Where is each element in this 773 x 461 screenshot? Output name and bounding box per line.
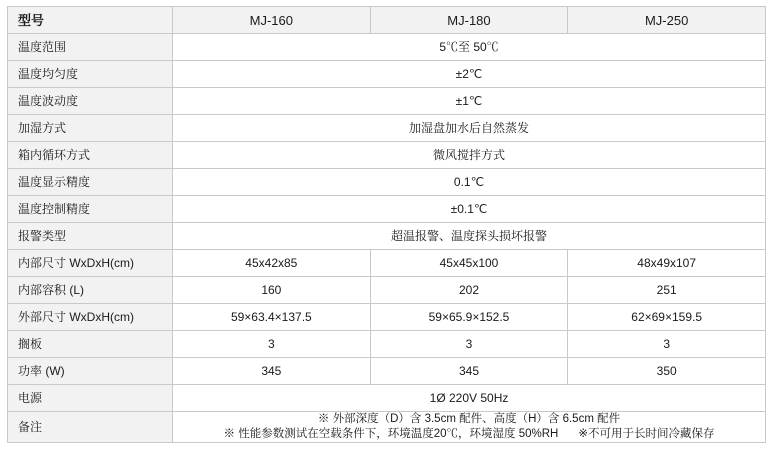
row-label: 功率 (W) <box>8 358 173 385</box>
table-row <box>8 223 766 250</box>
row-value: 251 <box>568 277 766 304</box>
row-value: 59×65.9×152.5 <box>370 304 568 331</box>
row-value-merged: ±0.1℃ <box>173 196 766 223</box>
table-row <box>8 88 766 115</box>
remark-line-2b: ※不可用于长时间冷藏保存 <box>578 428 715 440</box>
table-row <box>8 358 766 385</box>
row-value: 62×69×159.5 <box>568 304 766 331</box>
row-value-merged: 超温报警、温度探头损坏报警 <box>173 223 766 250</box>
row-label: 内部尺寸 WxDxH(cm) <box>8 250 173 277</box>
row-label: 温度控制精度 <box>8 196 173 223</box>
row-value: 59×63.4×137.5 <box>173 304 371 331</box>
table-row <box>8 61 766 88</box>
table-row <box>8 169 766 196</box>
table-row <box>8 250 766 277</box>
row-value: 345 <box>173 358 371 385</box>
spec-sheet <box>0 6 773 461</box>
row-value-merged: ±2℃ <box>173 61 766 88</box>
table-header-row <box>8 7 766 34</box>
table-row <box>8 196 766 223</box>
row-value: 160 <box>173 277 371 304</box>
row-label: 温度均匀度 <box>8 61 173 88</box>
header-model-1: MJ-160 <box>173 7 371 34</box>
remark-line-2 <box>183 427 755 442</box>
header-label-model: 型号 <box>8 7 173 34</box>
row-value-merged: 0.1℃ <box>173 169 766 196</box>
remark-content <box>173 412 766 443</box>
row-label: 加湿方式 <box>8 115 173 142</box>
header-model-2: MJ-180 <box>370 7 568 34</box>
table-row <box>8 385 766 412</box>
remark-line-2a: ※ 性能参数测试在空载条件下，环境温度20℃，环境湿度 50%RH <box>223 428 559 440</box>
row-value: 3 <box>173 331 371 358</box>
row-value-merged: 1Ø 220V 50Hz <box>173 385 766 412</box>
row-label: 报警类型 <box>8 223 173 250</box>
table-row <box>8 34 766 61</box>
row-label: 温度范围 <box>8 34 173 61</box>
row-label: 温度显示精度 <box>8 169 173 196</box>
row-value: 45x45x100 <box>370 250 568 277</box>
header-model-3: MJ-250 <box>568 7 766 34</box>
row-value: 345 <box>370 358 568 385</box>
table-row <box>8 331 766 358</box>
row-value: 202 <box>370 277 568 304</box>
row-label: 箱内循环方式 <box>8 142 173 169</box>
row-value-merged: 加湿盘加水后自然蒸发 <box>173 115 766 142</box>
row-value-merged: ±1℃ <box>173 88 766 115</box>
table-row <box>8 115 766 142</box>
table-row <box>8 277 766 304</box>
table-row <box>8 304 766 331</box>
row-value-merged: 微风搅拌方式 <box>173 142 766 169</box>
row-value: 350 <box>568 358 766 385</box>
row-label: 搁板 <box>8 331 173 358</box>
row-label: 温度波动度 <box>8 88 173 115</box>
specification-table <box>7 6 766 443</box>
table-row-remark <box>8 412 766 443</box>
row-label: 电源 <box>8 385 173 412</box>
row-value: 48x49x107 <box>568 250 766 277</box>
row-label: 外部尺寸 WxDxH(cm) <box>8 304 173 331</box>
remark-line-1: ※ 外部深度（D）含 3.5cm 配件、高度（H）含 6.5cm 配件 <box>317 413 621 425</box>
row-label-remark: 备注 <box>8 412 173 443</box>
row-value: 3 <box>568 331 766 358</box>
row-value: 45x42x85 <box>173 250 371 277</box>
row-label: 内部容积 (L) <box>8 277 173 304</box>
table-row <box>8 142 766 169</box>
row-value: 3 <box>370 331 568 358</box>
row-value-merged: 5℃至 50℃ <box>173 34 766 61</box>
